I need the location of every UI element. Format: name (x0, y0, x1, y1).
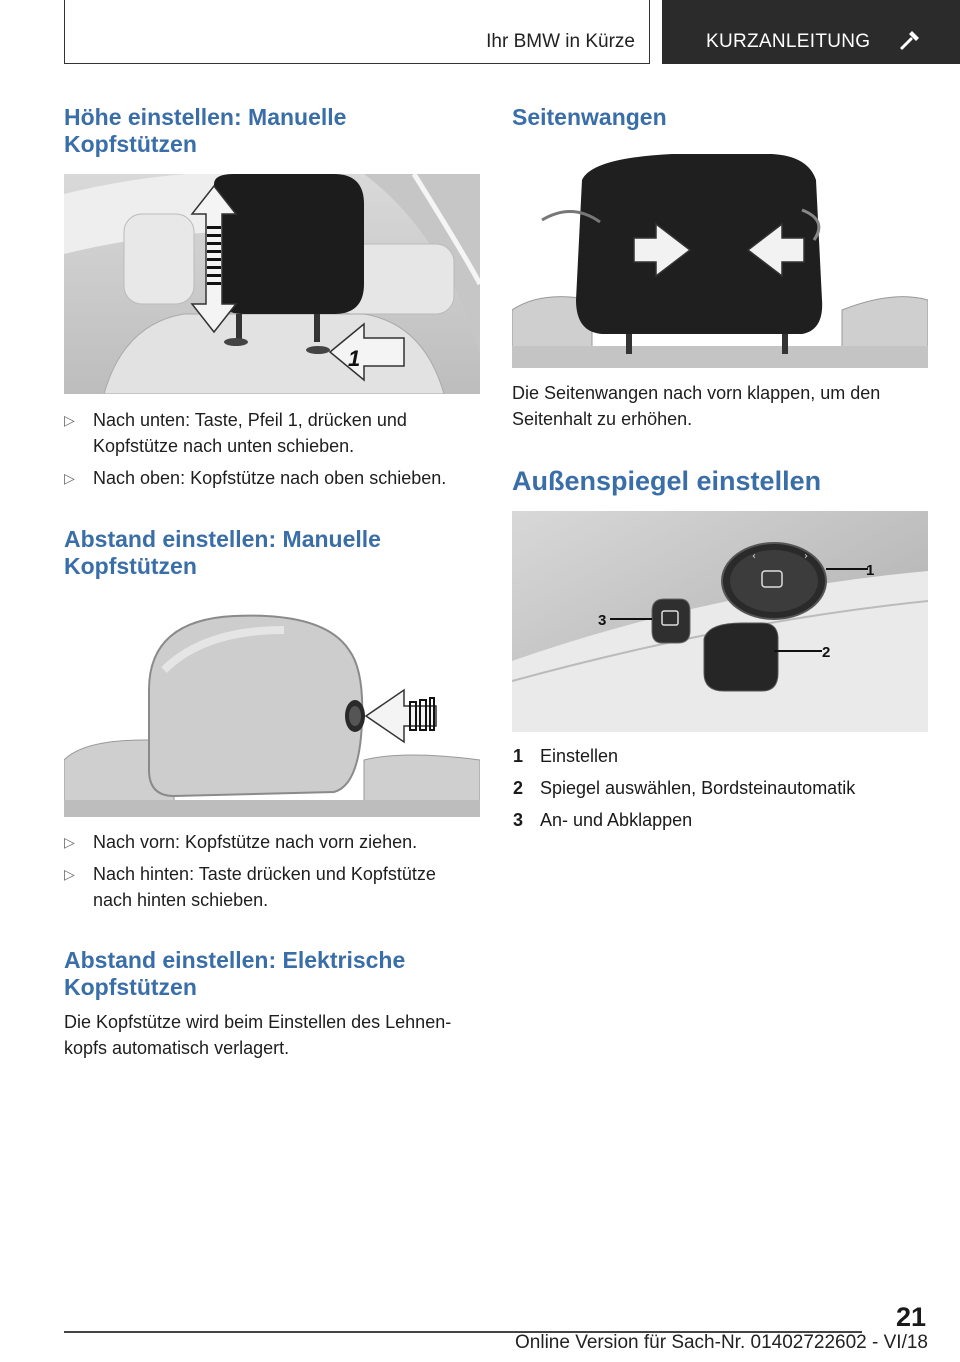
figure-callout-3: 3 (598, 612, 607, 629)
paragraph-side-bolsters: Die Seitenwangen nach vorn klappen, um den Seitenhalt zu erhöhen. (512, 383, 881, 429)
header-tab-quickguide[interactable] (662, 0, 960, 64)
figure-headrest-distance (64, 610, 480, 817)
section-title-height-manual: Höhe einstellen: Manuelle Kopfstützen (64, 104, 347, 157)
figure-mirror-controls (512, 511, 928, 732)
legend-item: 1 Einstellen (513, 746, 619, 766)
svg-text:›: › (804, 551, 808, 562)
legend-item: 2 Spiegel auswählen, Bordsteinautomatik (513, 778, 856, 798)
header-box (64, 0, 650, 64)
svg-text:‹: ‹ (752, 551, 756, 562)
wrench-icon (896, 26, 924, 54)
section-title-exterior-mirrors: Außenspiegel einstellen (512, 466, 822, 496)
footer-online-version: Online Version für Sach-Nr. 01402722602 - VI/18 (515, 1332, 928, 1353)
figure-callout-1: 1 (866, 562, 875, 579)
paragraph-electric-headrest: Die Kopfstütze wird beim Einstellen des Lehnen- kopfs automatisch verlagert. (64, 1012, 452, 1058)
figure-side-bolsters (512, 150, 928, 368)
page-number: 21 (895, 1302, 926, 1332)
bullet-triangle-icon: ▷ (64, 412, 75, 428)
figure-callout-1: 1 (348, 346, 361, 371)
list-item: ▷ Nach unten: Taste, Pfeil 1, drücken und Kopfstütze nach unten schieben. (64, 407, 480, 459)
bullet-triangle-icon: ▷ (64, 470, 75, 486)
legend-item: 3 An- und Abklappen (513, 810, 693, 830)
section-title-distance-manual: Abstand einstellen: Manuelle Kopfstützen (64, 526, 381, 579)
bullet-triangle-icon: ▷ (64, 834, 75, 850)
header-tab-label: KURZANLEITUNG (706, 31, 871, 52)
bullet-triangle-icon: ▷ (64, 866, 75, 882)
figure-callout-2: 2 (822, 644, 831, 661)
list-item: ▷ Nach hinten: Taste drücken und Kopfstütze nach hinten schieben. (64, 861, 480, 913)
section-title-side-bolsters: Seitenwangen (512, 104, 667, 130)
figure-headrest-height (64, 174, 480, 394)
header-section-title: Ihr BMW in Kürze (486, 31, 635, 52)
list-item: ▷ Nach oben: Kopfstütze nach oben schieben. (64, 465, 480, 491)
section-title-distance-electric: Abstand einstellen: Elektrische Kopfstützen (64, 947, 406, 1000)
list-item: ▷ Nach vorn: Kopfstütze nach vorn ziehen. (64, 829, 480, 855)
